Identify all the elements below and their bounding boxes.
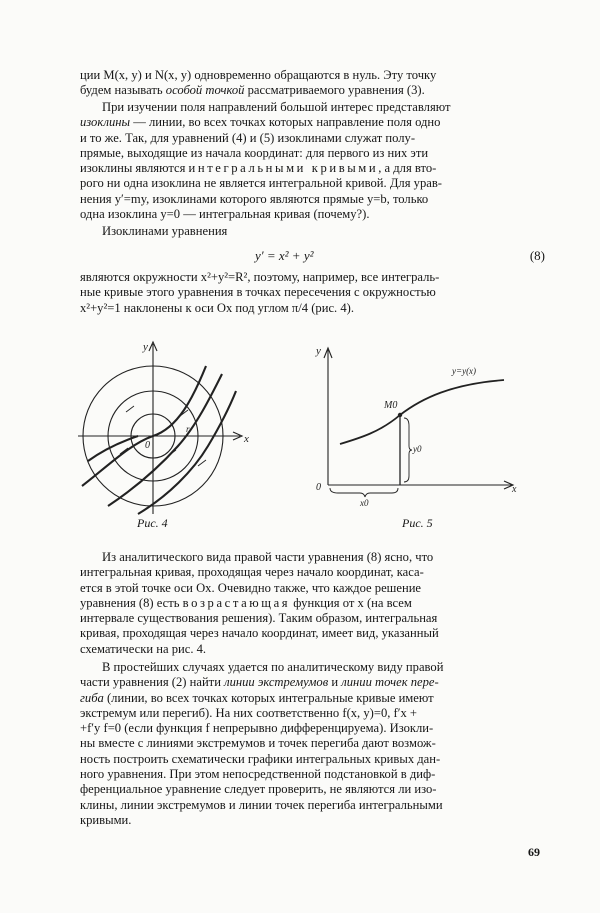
- equation-number: (8): [529, 248, 545, 263]
- equation-body: y′ = x² + y²: [255, 248, 314, 263]
- text-line: интервале существования решения). Таким образом, интегральная: [80, 611, 438, 626]
- italic-term: линии точек пере-: [341, 675, 439, 690]
- page-number: 69: [528, 845, 540, 859]
- spaced-term: интегральными кривыми: [188, 161, 379, 176]
- italic-term: гиба: [80, 690, 104, 705]
- fig4-y-label: y: [143, 341, 148, 353]
- fig5-y0-label: y0: [413, 444, 422, 454]
- text-line: рого ни одна изоклина не является интегральной кривой. Для урав-: [80, 176, 442, 191]
- italic-term: особой точкой: [165, 83, 245, 98]
- paragraph-5: [80, 550, 545, 657]
- text-line: одна изоклина y=0 — интегральная кривая (почему?).: [80, 207, 370, 222]
- text-line: гиба (линии, во всех точках которых интегральные кривые имеют: [80, 690, 434, 705]
- text-line: При изучении поля направлений большой интерес представляют: [102, 100, 451, 114]
- figure-4-caption: Рис. 4: [137, 516, 168, 530]
- text-line: прямые, выходящие из начала координат: для первого из них эти: [80, 145, 429, 160]
- text-line: схематически на рис. 4.: [80, 641, 207, 656]
- text-line: ные кривые этого уравнения в точках пересечения с окружностью: [80, 285, 436, 300]
- text-line: интегральная кривая, проходящая через начало координат, каса-: [80, 565, 424, 580]
- text-line: x²+y²=1 наклонены к оси Ox под углом π/4 (рис. 4).: [80, 300, 354, 315]
- fig5-y-label: y: [316, 345, 321, 357]
- text-line: В простейших случаях удается по аналитическому виду правой: [102, 660, 444, 674]
- fig4-origin-label: 0: [145, 440, 150, 451]
- paragraph-4: [80, 270, 545, 316]
- text-line: ны вместе с линиями экстремумов и точек перегиба дают возмож-: [80, 736, 436, 751]
- text-line: ного уравнения. При этом непосредственной подстановкой в диф-: [80, 767, 436, 782]
- text-line: будем называть особой точкой рассматриваемого уравнения (3).: [80, 83, 425, 98]
- fig5-curve-label: y=y(x): [452, 366, 477, 376]
- text-line: экстремум или перегиб). На них соответственно f(x, y)=0, f′x +: [80, 705, 418, 720]
- equation-8: [80, 248, 545, 266]
- paragraph-1: [80, 68, 545, 99]
- text-line: +f′y f=0 (если функция f непрерывно дифференцируема). Изокли-: [80, 721, 434, 736]
- text-line: и то же. Так, для уравнений (4) и (5) изоклинами служат полу-: [80, 130, 416, 145]
- text-line: ции M(x, y) и N(x, y) одновременно обращаются в нуль. Эту точку: [80, 68, 437, 82]
- text-line: уравнения (8) есть возрастающая функция от x (на всем: [80, 595, 412, 610]
- fig5-point-label: M0: [384, 400, 398, 411]
- paragraph-6: [80, 660, 545, 828]
- text-line: ется в этой точке оси Ox. Очевидно также, что каждое решение: [80, 580, 422, 595]
- text-line: изоклины — линии, во всех точках которых направление поля одно: [80, 115, 441, 130]
- integral-curve-y-of-x: [340, 380, 504, 444]
- figure-5-caption: Рис. 5: [402, 516, 433, 530]
- text-line: являются окружности x²+y²=R², поэтому, например, все интеграль-: [80, 270, 440, 284]
- text-line: Из аналитического вида правой части уравнения (8) ясно, что: [102, 550, 434, 564]
- text-line: кривыми.: [80, 812, 132, 827]
- text-line: ность построить схематически графики интегральных кривых дан-: [80, 751, 441, 766]
- text-line: ференциальное уравнение следует проверить, не являются ли изо-: [80, 782, 437, 797]
- text-line: Изоклинами уравнения: [102, 224, 228, 238]
- italic-term: линии экстремумов: [224, 675, 329, 690]
- paragraph-2: [80, 100, 545, 222]
- figure-4: [68, 336, 268, 516]
- text-line: кривая, проходящая через начало координат, имеет вид, указанный: [80, 626, 439, 641]
- italic-term: изоклины: [80, 115, 131, 130]
- spaced-term: возрастающая: [182, 595, 291, 610]
- point-m0: [398, 413, 402, 417]
- text-line: клины, линии экстремумов и линии точек перегиба интегральными: [80, 797, 443, 812]
- text-line: нения y′=my, изоклинами которого являются прямые y=b, только: [80, 191, 429, 206]
- y0-brace: [404, 418, 412, 482]
- fig4-r-label: r: [186, 424, 190, 434]
- x0-brace: [330, 488, 398, 497]
- figure-5: [312, 340, 522, 510]
- fig4-x-label: x: [244, 433, 249, 445]
- fig5-origin-label: 0: [316, 482, 321, 493]
- text-line: части уравнения (2) найти линии экстремумов и линии точек пере-: [80, 675, 439, 690]
- paragraph-3: [80, 224, 545, 239]
- fig5-x0-label: x0: [360, 498, 369, 508]
- text-line: изоклины являются интегральными кривыми, а для вто-: [80, 161, 437, 176]
- fig5-x-label: x: [512, 484, 517, 495]
